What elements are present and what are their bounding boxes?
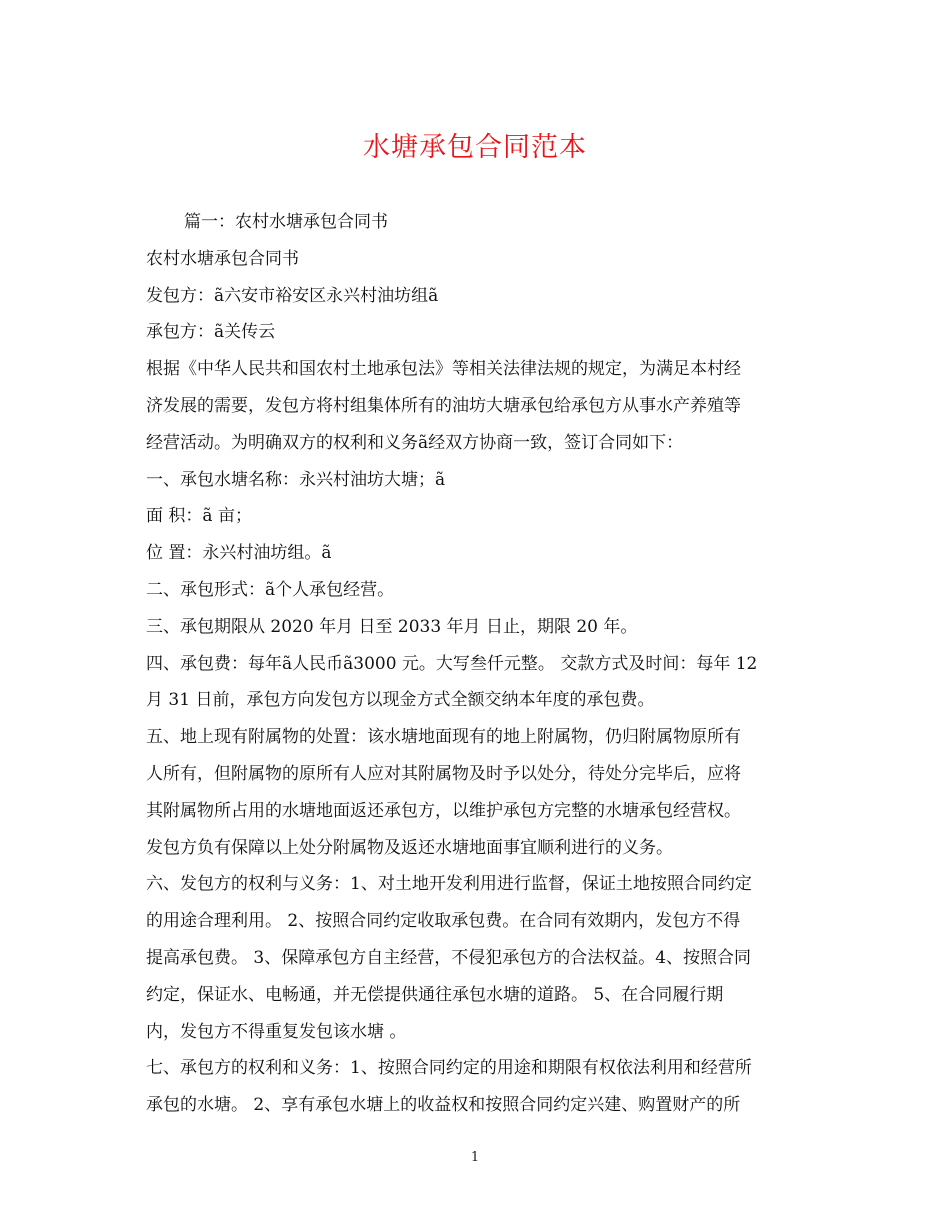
text-line: 位 置：永兴村油坊组。ã xyxy=(146,543,332,564)
text-line: 济发展的需要，发包方将村组集体所有的油坊大塘承包给承包方从事水产养殖等 xyxy=(146,395,741,416)
text-line: 七、承包方的权利和义务：1、按照合同约定的用途和期限有权依法利用和经营所 xyxy=(146,1058,752,1079)
text-line: 六、发包方的权利与义务：1、对土地开发利用进行监督，保证土地按照合同约定 xyxy=(146,874,752,895)
text-line: 四、承包费：每年ã人民币ã3000 元。大写叁仟元整。 交款方式及时间：每年 12 xyxy=(146,653,758,674)
text-line: 内，发包方不得重复发包该水塘 。 xyxy=(146,1021,407,1042)
text-line: 约定，保证水、电畅通，并无偿提供通往承包水塘的道路。 5、在合同履行期 xyxy=(146,984,724,1005)
text-line: 人所有，但附属物的原所有人应对其附属物及时予以处分，待处分完毕后，应将 xyxy=(146,763,741,784)
text-line: 提高承包费。 3、保障承包方自主经营，不侵犯承包方的合法权益。4、按照合同 xyxy=(146,947,752,968)
text-line: 发包方负有保障以上处分附属物及返还水塘地面事宜顺利进行的义务。 xyxy=(146,837,673,858)
contract-name-line: 农村水塘承包合同书 xyxy=(146,248,299,269)
text-line: 一、承包水塘名称：永兴村油坊大塘；ã xyxy=(146,469,446,490)
text-line: 的用途合理利用。 2、按照合同约定收取承包费。在合同有效期内，发包方不得 xyxy=(146,911,741,932)
party-b-line: 承包方：ã关传云 xyxy=(146,322,276,343)
party-a-line: 发包方：ã六安市裕安区永兴村油坊组ã xyxy=(146,285,439,306)
section-heading: 篇一：农村水塘承包合同书 xyxy=(184,212,388,232)
text-line: 五、地上现有附属物的处置：该水塘地面现有的地上附属物，仍归附属物原所有 xyxy=(146,727,741,748)
text-line: 二、承包形式：ã个人承包经营。 xyxy=(146,579,395,600)
text-line: 面 积：ã 亩； xyxy=(146,506,252,527)
text-line: 经营活动。为明确双方的权利和义务ã经双方协商一致，签订合同如下： xyxy=(146,432,684,453)
page-number: 1 xyxy=(470,1150,480,1165)
text-line: 其附属物所占用的水塘地面返还承包方，以维护承包方完整的水塘承包经营权。 xyxy=(146,800,741,821)
text-line: 月 31 日前，承包方向发包方以现金方式全额交纳本年度的承包费。 xyxy=(146,690,655,711)
document-title: 水塘承包合同范本 xyxy=(363,132,587,163)
text-line: 根据《中华人民共和国农村土地承包法》等相关法律法规的规定，为满足本村经 xyxy=(146,359,741,380)
text-line: 三、承包期限从 2020 年月 日至 2033 年月 日止，期限 20 年。 xyxy=(146,616,638,637)
text-line: 承包的水塘。 2、享有承包水塘上的收益权和按照合同约定兴建、购置财产的所 xyxy=(146,1095,741,1116)
document-body xyxy=(146,204,814,1124)
